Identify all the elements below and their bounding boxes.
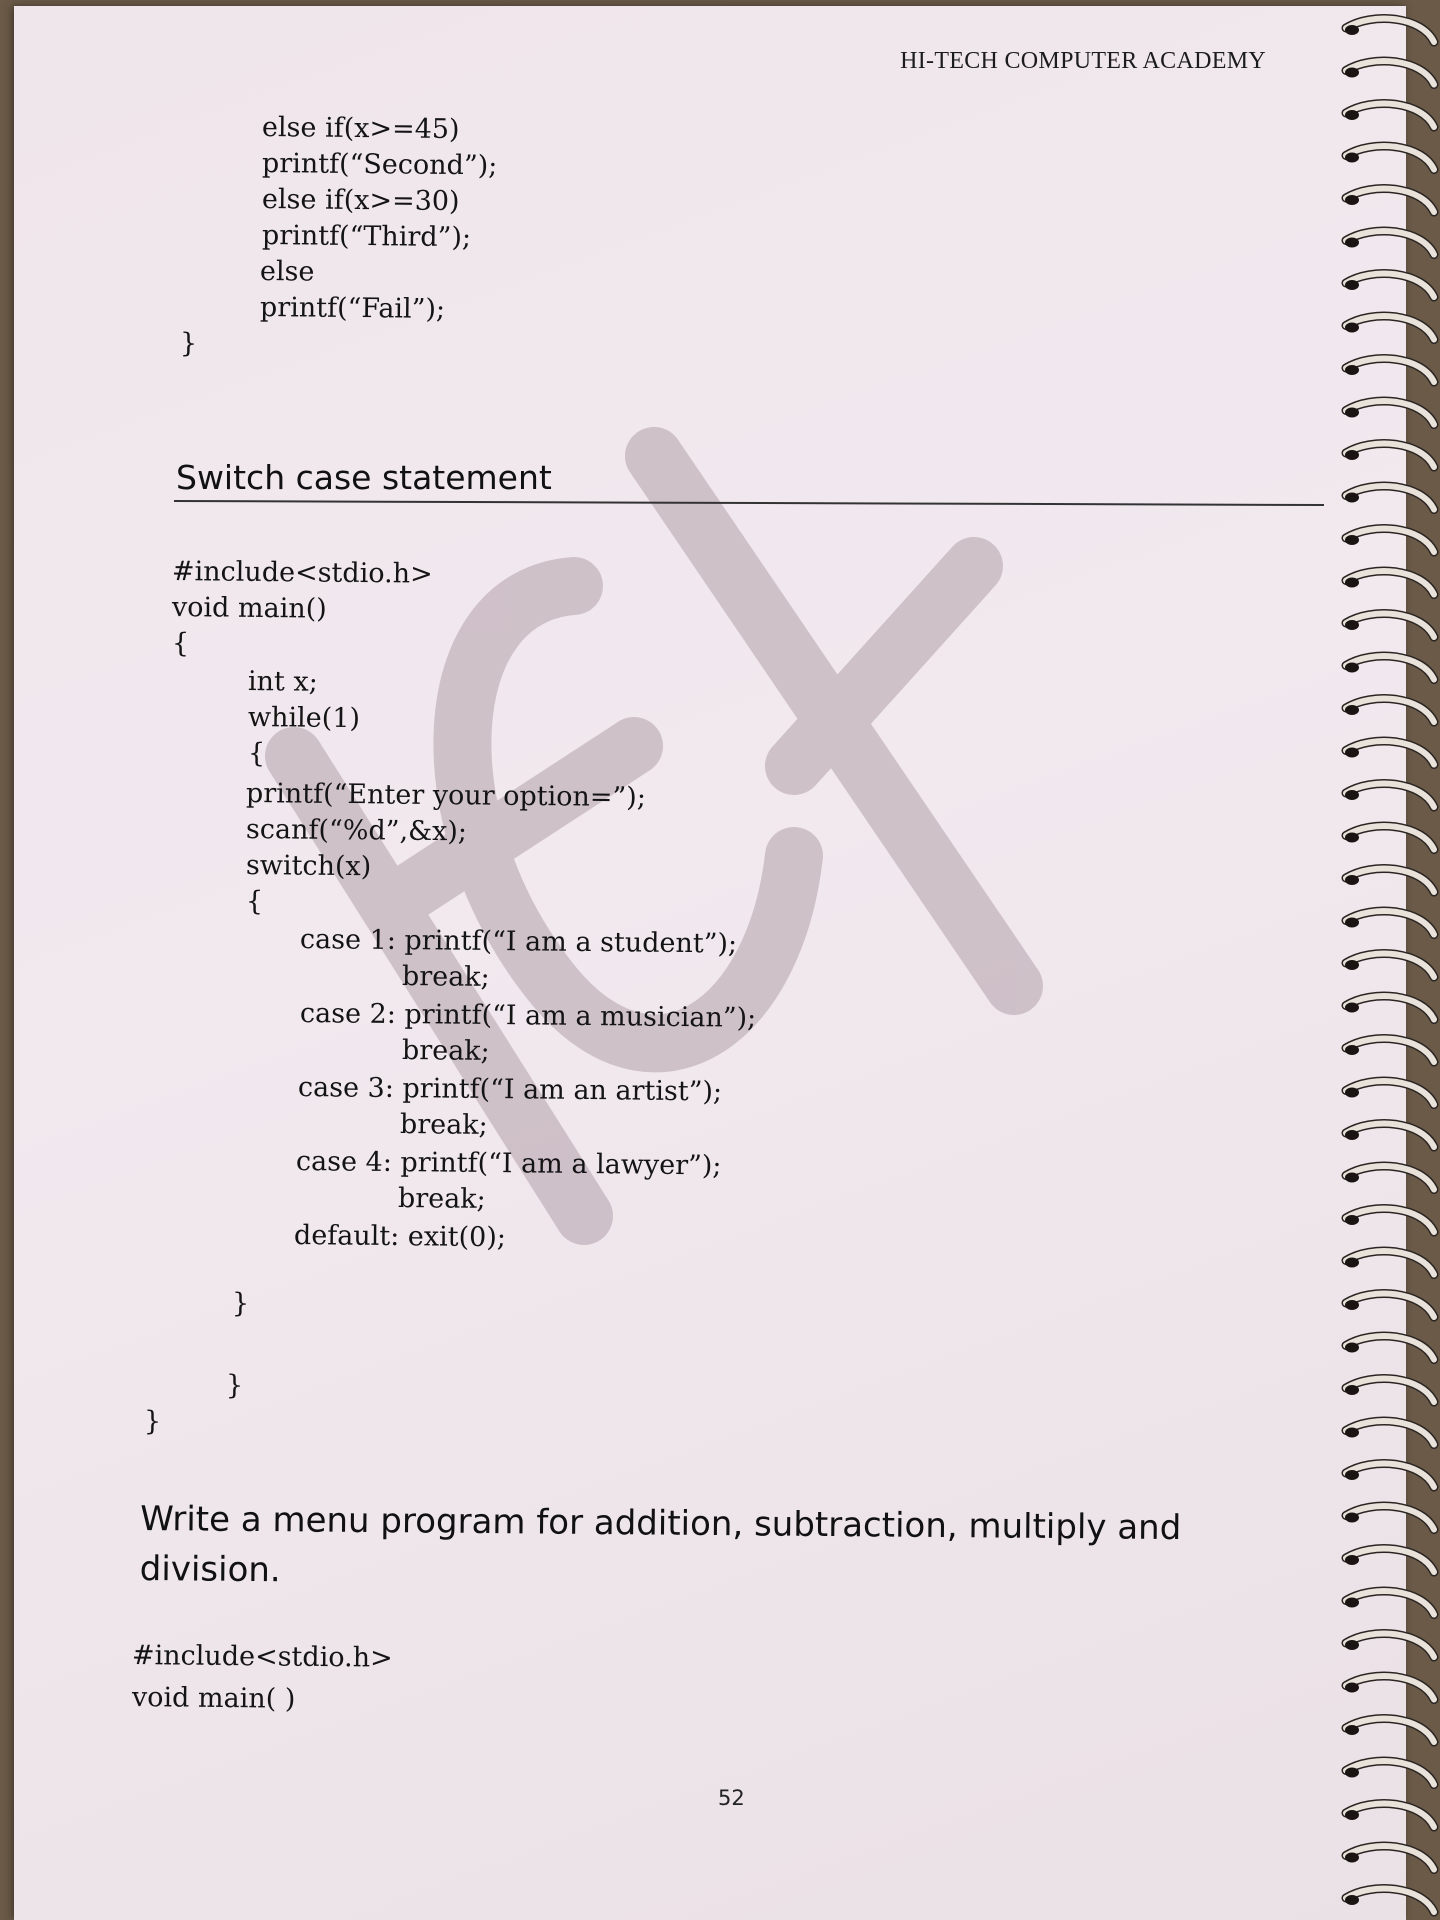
spiral-coil bbox=[1345, 444, 1434, 467]
section-divider bbox=[174, 500, 1324, 506]
spiral-coil bbox=[1345, 614, 1434, 637]
code-line: case 1: printf(“I am a student”); bbox=[299, 924, 738, 960]
code-line: break; bbox=[399, 1109, 488, 1141]
code-line: } bbox=[225, 1370, 244, 1402]
code-line: case 4: printf(“I am a lawyer”); bbox=[295, 1146, 722, 1182]
code-line: else if(x>=45) bbox=[261, 112, 460, 146]
spiral-coil bbox=[1345, 1506, 1434, 1529]
spiral-coil bbox=[1345, 911, 1434, 934]
code-line: printf(“Third”); bbox=[261, 220, 472, 254]
task-title: Write a menu program for addition, subtraction, multiply and division. bbox=[139, 1499, 1182, 1591]
spiral-coil bbox=[1345, 189, 1434, 212]
spiral-coil bbox=[1345, 316, 1434, 339]
spiral-coil bbox=[1345, 996, 1434, 1019]
spiral-coil bbox=[1345, 826, 1434, 849]
spiral-coil bbox=[1345, 1549, 1434, 1572]
spiral-coil bbox=[1345, 19, 1434, 42]
spiral-coil bbox=[1345, 1761, 1434, 1784]
spiral-coil bbox=[1345, 1719, 1434, 1742]
spiral-coil bbox=[1345, 146, 1434, 169]
code-line: void main( ) bbox=[131, 1682, 296, 1715]
code-line: break; bbox=[401, 1035, 490, 1067]
code-line: switch(x) bbox=[245, 850, 372, 883]
code-line: else if(x>=30) bbox=[261, 184, 460, 218]
spiral-coil bbox=[1345, 869, 1434, 892]
spiral-coil bbox=[1345, 529, 1434, 552]
code-line: int x; bbox=[247, 666, 318, 698]
spiral-coil bbox=[1345, 1634, 1434, 1657]
code-line: case 2: printf(“I am a musician”); bbox=[299, 998, 757, 1034]
spiral-coil bbox=[1345, 274, 1434, 297]
spiral-coil bbox=[1345, 1676, 1434, 1699]
page-number: 52 bbox=[718, 1786, 745, 1810]
code-line: #include<stdio.h> bbox=[171, 556, 433, 590]
code-line: printf(“Enter your option=”); bbox=[245, 778, 647, 814]
code-line: else bbox=[259, 256, 315, 288]
code-line: void main() bbox=[171, 592, 327, 625]
spiral-coil bbox=[1345, 1889, 1434, 1912]
code-line: case 3: printf(“I am an artist”); bbox=[297, 1072, 723, 1108]
code-line: { bbox=[245, 886, 264, 918]
code-line: { bbox=[247, 738, 266, 770]
spiral-coil bbox=[1345, 571, 1434, 594]
notebook-page bbox=[14, 6, 1406, 1920]
spiral-coil bbox=[1345, 1081, 1434, 1104]
spiral-coil bbox=[1345, 1379, 1434, 1402]
code-line: scanf(“%d”,&x); bbox=[245, 814, 468, 848]
spiral-coil bbox=[1345, 1846, 1434, 1869]
spiral-coil bbox=[1345, 784, 1434, 807]
academy-header: HI-TECH COMPUTER ACADEMY bbox=[900, 48, 1266, 74]
code-line: printf(“Second”); bbox=[261, 148, 498, 182]
code-line: while(1) bbox=[247, 702, 361, 735]
spiral-coil bbox=[1345, 1209, 1434, 1232]
code-line: printf(“Fail”); bbox=[259, 292, 446, 325]
spiral-coil bbox=[1345, 1166, 1434, 1189]
spiral-coil bbox=[1345, 1464, 1434, 1487]
spiral-coil bbox=[1345, 1251, 1434, 1274]
code-line: } bbox=[231, 1288, 250, 1320]
spiral-coil bbox=[1345, 1591, 1434, 1614]
spiral-coil bbox=[1345, 104, 1434, 127]
spiral-coil bbox=[1345, 61, 1434, 84]
code-line: } bbox=[143, 1406, 162, 1438]
spiral-coil bbox=[1345, 401, 1434, 424]
spiral-coil bbox=[1345, 699, 1434, 722]
spiral-coil bbox=[1345, 656, 1434, 679]
section-title: Switch case statement bbox=[176, 458, 552, 497]
code-line: break; bbox=[401, 961, 490, 993]
code-line: break; bbox=[397, 1183, 486, 1215]
code-line: #include<stdio.h> bbox=[131, 1640, 393, 1674]
spiral-coil bbox=[1345, 954, 1434, 977]
code-line: { bbox=[171, 628, 190, 660]
spiral-coil bbox=[1345, 1336, 1434, 1359]
spiral-coil bbox=[1345, 231, 1434, 254]
spiral-binding bbox=[1340, 0, 1440, 1920]
code-line: } bbox=[179, 328, 198, 360]
spiral-coil bbox=[1345, 486, 1434, 509]
spiral-coil bbox=[1345, 1421, 1434, 1444]
spiral-coil bbox=[1345, 741, 1434, 764]
spiral-coil bbox=[1345, 1294, 1434, 1317]
spiral-coil bbox=[1345, 1039, 1434, 1062]
spiral-coil bbox=[1345, 1804, 1434, 1827]
spiral-coil bbox=[1345, 359, 1434, 382]
spiral-coil bbox=[1345, 1124, 1434, 1147]
code-line: default: exit(0); bbox=[293, 1220, 507, 1254]
